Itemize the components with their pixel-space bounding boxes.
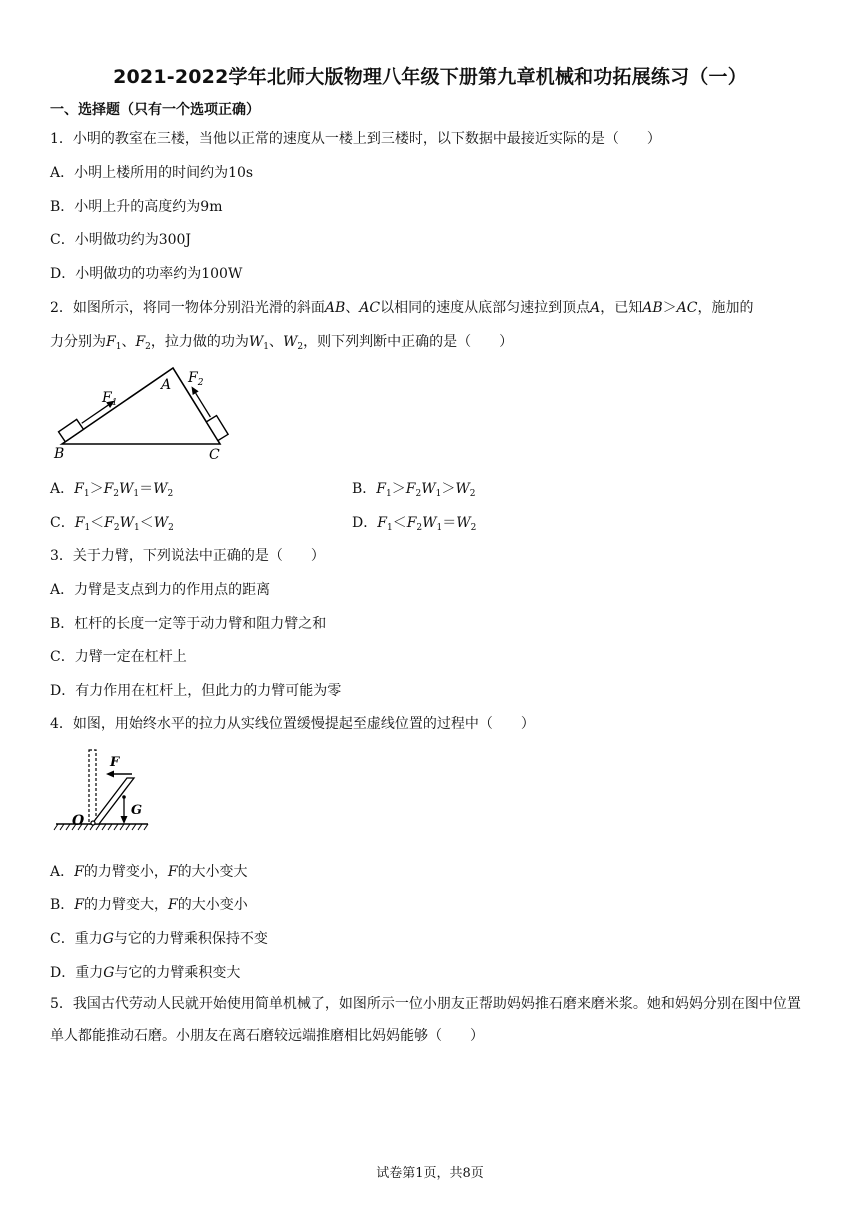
q2-option-d: D．$F_1<F_2W_1=W_2$ [352, 515, 477, 533]
q1-option-b: B．小明上升的高度约为9m [50, 199, 223, 215]
q3-option-b: B．杠杆的长度一定等于动力臂和阻力臂之和 [50, 616, 327, 632]
q1-stem: 1．小明的教室在三楼，当他以正常的速度从一楼上到三楼时，以下数据中最接近实际的是（ ） [50, 131, 661, 147]
q2-option-c: C．$F_1<F_2W_1<W_2$ [50, 515, 174, 533]
q4-option-c: C．重力G与它的力臂乘积保持不变 [50, 931, 268, 947]
solid-rod [92, 778, 134, 824]
q4-stem: 4．如图，用始终水平的拉力从实线位置缓慢提起至虚线位置的过程中（ ） [50, 716, 535, 732]
q2-stem-line1: 2．如图所示，将同一物体分别沿光滑的斜面AB、AC以相同的速度从底部匀速拉到顶点A，已知AB＞AC，施加的 [50, 300, 754, 316]
q1-option-d: D．小明做功的功率约为100W [50, 266, 243, 282]
q3-option-d: D．有力作用在杠杆上，但此力的力臂可能为零 [50, 683, 342, 699]
label-f: F [110, 755, 120, 770]
q2-option-b: B．$F_1>F_2W_1>W_2$ [352, 481, 476, 499]
label-b: B [54, 446, 65, 462]
q2-option-a: A．$F_1>F_2W_1=W_2$ [50, 481, 174, 499]
q5-stem: 5．我国古代劳动人民就开始使用简单机械了，如图所示一位小朋友正帮助妈妈推石磨来磨米浆。她和妈妈分别在图中位置单人都能推动石磨。小朋友在离石磨较远端推磨相比妈妈能够（ ） [50, 996, 801, 1044]
q4-option-d: D．重力G与它的力臂乘积变大 [50, 965, 241, 981]
section-heading: 一、选择题（只有一个选项正确） [50, 102, 260, 118]
q2-incline-figure [50, 362, 230, 462]
page-title: 2021-2022学年北师大版物理八年级下册第九章机械和功拓展练习（一） [113, 66, 747, 88]
label-a: A [161, 377, 172, 393]
q4-option-a: A．F的力臂变小，F的大小变大 [50, 864, 248, 880]
q4-option-b: B．F的力臂变大，F的大小变小 [50, 897, 248, 913]
block-on-ab [59, 419, 84, 441]
q2-stem-line2: 力分别为$F_1$、$F_2$，拉力做的功为$W_1$、$W_2$，则下列判断中正确的是（ ） [50, 334, 514, 352]
q3-stem: 3．关于力臂，下列说法中正确的是（ ） [50, 548, 325, 564]
label-g: G [131, 803, 143, 818]
q4-lever-figure [52, 744, 152, 836]
page-footer: 试卷第1页，共8页 [376, 1166, 484, 1181]
q1-option-c: C．小明做功约为300J [50, 232, 192, 248]
q3-option-a: A．力臂是支点到力的作用点的距离 [50, 582, 271, 598]
dashed-rod [89, 750, 96, 824]
q3-option-c: C．力臂一定在杠杆上 [50, 649, 187, 665]
block-on-ac [206, 416, 228, 441]
label-f1: $F_1$ [102, 390, 118, 408]
label-f2: $F_2$ [188, 370, 204, 388]
label-c: C [209, 447, 220, 462]
label-o: O [72, 813, 85, 829]
q1-option-a: A．小明上楼所用的时间约为10s [50, 165, 254, 181]
